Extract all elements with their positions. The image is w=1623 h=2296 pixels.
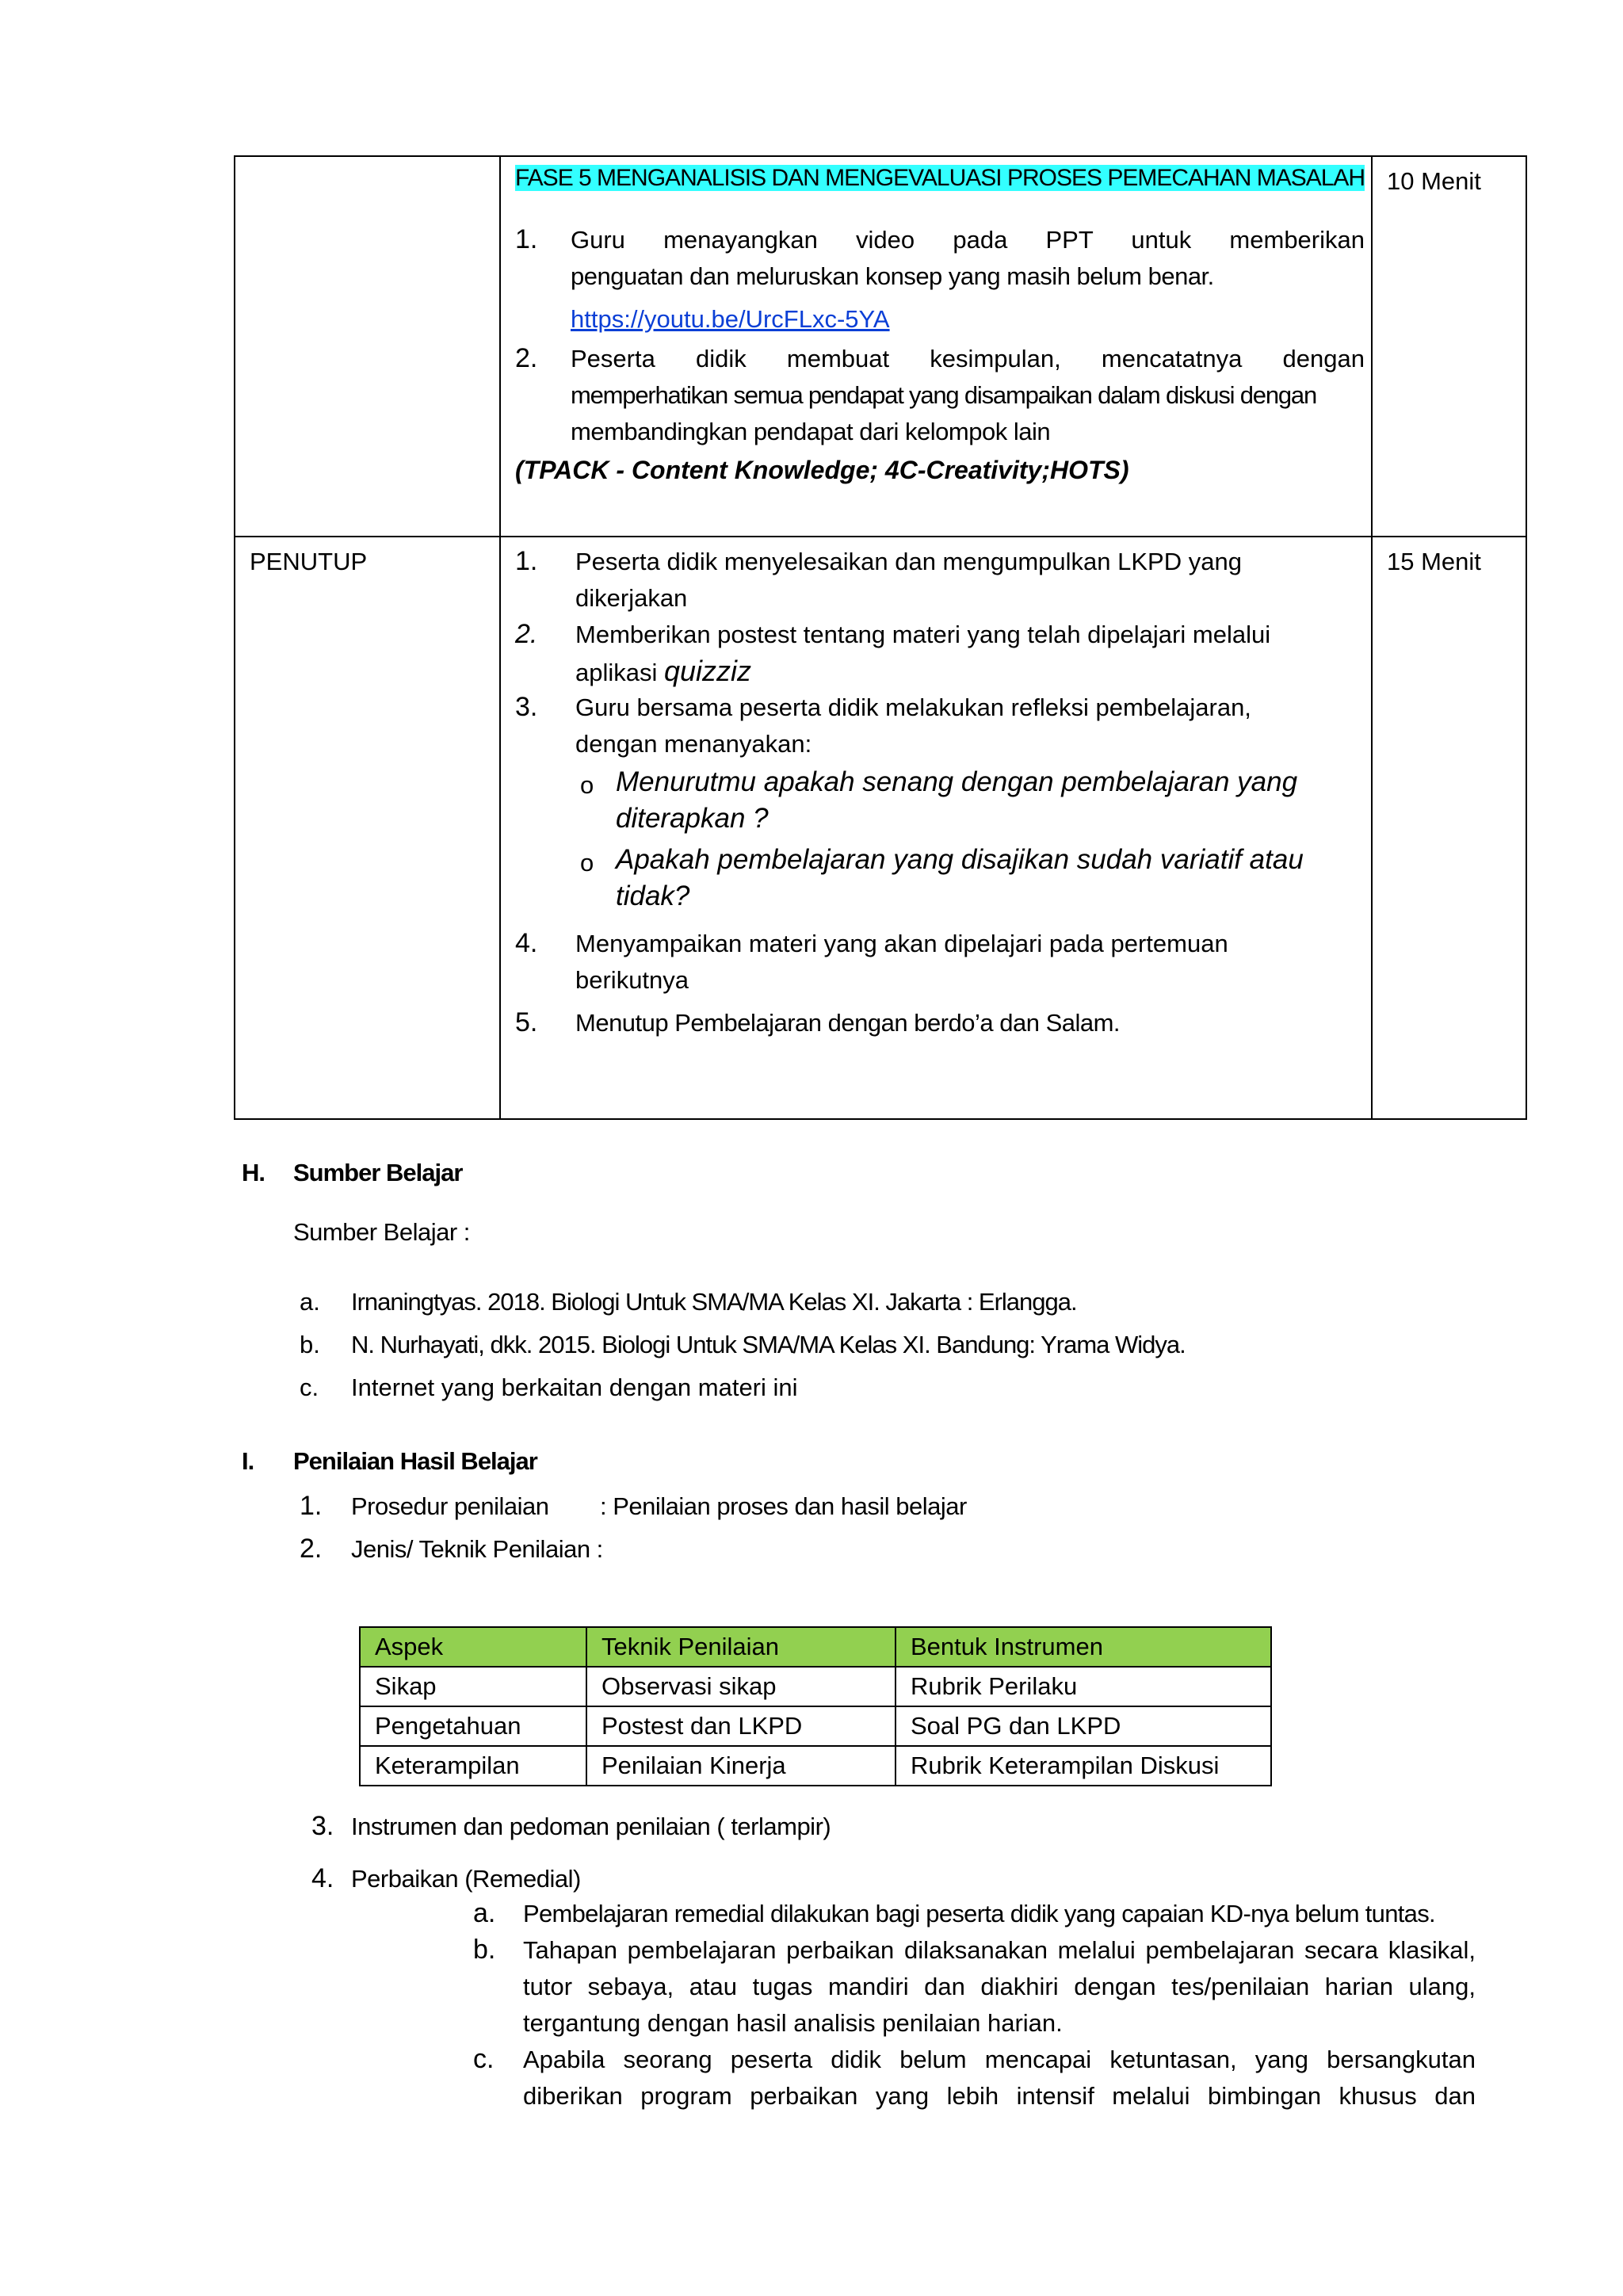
penutup-item-number: 3. [515,692,538,722]
source-letter: b. [300,1331,320,1358]
table-row [360,1706,1271,1746]
table-cell: Keterampilan [360,1746,586,1786]
source-item: N. Nurhayati, dkk. 2015. Biologi Untuk SMA/MA Kelas XI. Bandung: Yrama Widya. [351,1331,1186,1358]
penutup-item-text: Menutup Pembelajaran dengan berdo’a dan Salam. [575,1009,1121,1037]
quizziz-app-name: quizziz [664,655,752,687]
column-header: Bentuk Instrumen [896,1627,1271,1667]
table-cell: Soal PG dan LKPD [896,1706,1271,1746]
remedial-letter: c. [473,2044,495,2074]
fase5-item-number: 1. [515,224,538,254]
source-letter: c. [300,1373,319,1401]
source-item: Internet yang berkaitan dengan materi ini [351,1373,798,1401]
column-header: Teknik Penilaian [586,1627,896,1667]
fase5-time-cell [1372,156,1526,537]
reflection-question: diterapkan ? [616,803,769,834]
assessment-item-label: Instrumen dan pedoman penilaian ( terlampir) [351,1813,831,1840]
reflection-question: Menurutmu apakah senang dengan pembelajaran yang [616,766,1298,797]
table-cell: Sikap [360,1667,586,1706]
remedial-text: diberikan program perbaikan yang lebih intensif melalui bimbingan khusus dan [523,2082,1476,2110]
table-cell: Observasi sikap [586,1667,896,1706]
fase5-item-text: memperhatikan semua pendapat yang disampaikan dalam diskusi dengan [571,381,1316,409]
fase5-item-text: Peserta didik membuat kesimpulan, mencatatnya dengan [571,345,1365,372]
section-h-letter: H. [242,1159,265,1186]
penutup-item-text: Menyampaikan materi yang akan dipelajari pada pertemuan [575,930,1228,957]
assessment-item-number: 1. [300,1491,323,1521]
lesson-activity-table [234,155,1527,1120]
remedial-text: tergantung dengan hasil analisis penilaian harian. [523,2009,1063,2037]
penutup-item-text: dengan menanyakan: [575,730,812,758]
penutup-item-text: dikerjakan [575,584,688,612]
fase5-item-text: Guru menayangkan video pada PPT untuk memberikan [571,226,1365,254]
penutup-item-number: 2. [515,619,538,649]
table-row [360,1667,1271,1706]
question-bullet: o [580,771,594,799]
section-i-title: Penilaian Hasil Belajar [293,1447,537,1475]
assessment-item-number: 2. [300,1534,323,1564]
assessment-item-label: Jenis/ Teknik Penilaian : [351,1535,603,1563]
source-letter: a. [300,1288,320,1316]
section-i-letter: I. [242,1447,254,1475]
fase5-time: 10 Menit [1387,167,1481,195]
table-cell: Postest dan LKPD [586,1706,896,1746]
fase5-activity-cell [500,156,1372,537]
table-cell: Penilaian Kinerja [586,1746,896,1786]
assessment-item-value: : Penilaian proses dan hasil belajar [600,1492,967,1520]
remedial-letter: b. [473,1935,496,1965]
assessment-item-number: 3. [311,1811,334,1841]
fase5-item-number: 2. [515,343,538,373]
column-header: Aspek [360,1627,586,1667]
assessment-item-label: Prosedur penilaian [351,1492,549,1520]
penutup-item-text: aplikasi quizziz [575,655,752,687]
assessment-item-number: 4. [311,1863,334,1893]
table-row-fase5 [235,156,1526,537]
phase-cell-empty [235,156,500,537]
penutup-item-text: Guru bersama peserta didik melakukan refleksi pembelajaran, [575,693,1251,721]
fase5-item-text: membandingkan pendapat dari kelompok lain [571,418,1051,445]
tpack-note: (TPACK - Content Knowledge; 4C-Creativity;HOTS) [515,456,1129,484]
table-cell: Rubrik Perilaku [896,1667,1271,1706]
penutup-item-number: 1. [515,546,538,576]
penutup-time-cell [1372,537,1526,1119]
fase5-heading: FASE 5 MENGANALISIS DAN MENGEVALUASI PROSES PEMECAHAN MASALAH [515,165,1365,191]
penutup-item-text: Memberikan postest tentang materi yang telah dipelajari melalui [575,621,1271,648]
remedial-text: Tahapan pembelajaran perbaikan dilaksanakan melalui pembelajaran secara klasikal, [523,1936,1476,1964]
reflection-question: Apakah pembelajaran yang disajikan sudah variatif atau [616,844,1304,875]
section-h-title: Sumber Belajar [293,1159,463,1186]
phase-label: PENUTUP [250,548,368,575]
table-cell: Pengetahuan [360,1706,586,1746]
table-row-penutup [235,537,1526,1119]
penutup-time: 15 Menit [1387,548,1481,575]
source-item: Irnaningtyas. 2018. Biologi Untuk SMA/MA Kelas XI. Jakarta : Erlangga. [351,1288,1077,1316]
penutup-item-number: 4. [515,928,538,958]
remedial-text: Pembelajaran remedial dilakukan bagi peserta didik yang capaian KD-nya belum tuntas. [523,1900,1435,1927]
penutup-item-text: Peserta didik menyelesaikan dan mengumpulkan LKPD yang [575,548,1242,575]
table-row [360,1746,1271,1786]
phase-cell-penutup [235,537,500,1119]
penutup-item-text: berikutnya [575,966,689,994]
penutup-item-number: 5. [515,1007,538,1037]
remedial-letter: a. [473,1898,496,1928]
assessment-table [359,1626,1272,1786]
fase5-item-text: penguatan dan meluruskan konsep yang masih belum benar. [571,262,1214,290]
video-link[interactable]: https://youtu.be/UrcFLxc-5YA [571,305,890,333]
question-bullet: o [580,849,594,877]
sumber-intro: Sumber Belajar : [293,1218,470,1246]
assessment-item-label: Perbaikan (Remedial) [351,1865,581,1893]
remedial-text: tutor sebaya, atau tugas mandiri dan diakhiri dengan tes/penilaian harian ulang, [523,1973,1476,2000]
table-cell: Rubrik Keterampilan Diskusi [896,1746,1271,1786]
reflection-question: tidak? [616,881,690,911]
assessment-table-header [360,1627,1271,1667]
remedial-text: Apabila seorang peserta didik belum mencapai ketuntasan, yang bersangkutan [523,2046,1476,2073]
penutup-activity-cell [500,537,1372,1119]
